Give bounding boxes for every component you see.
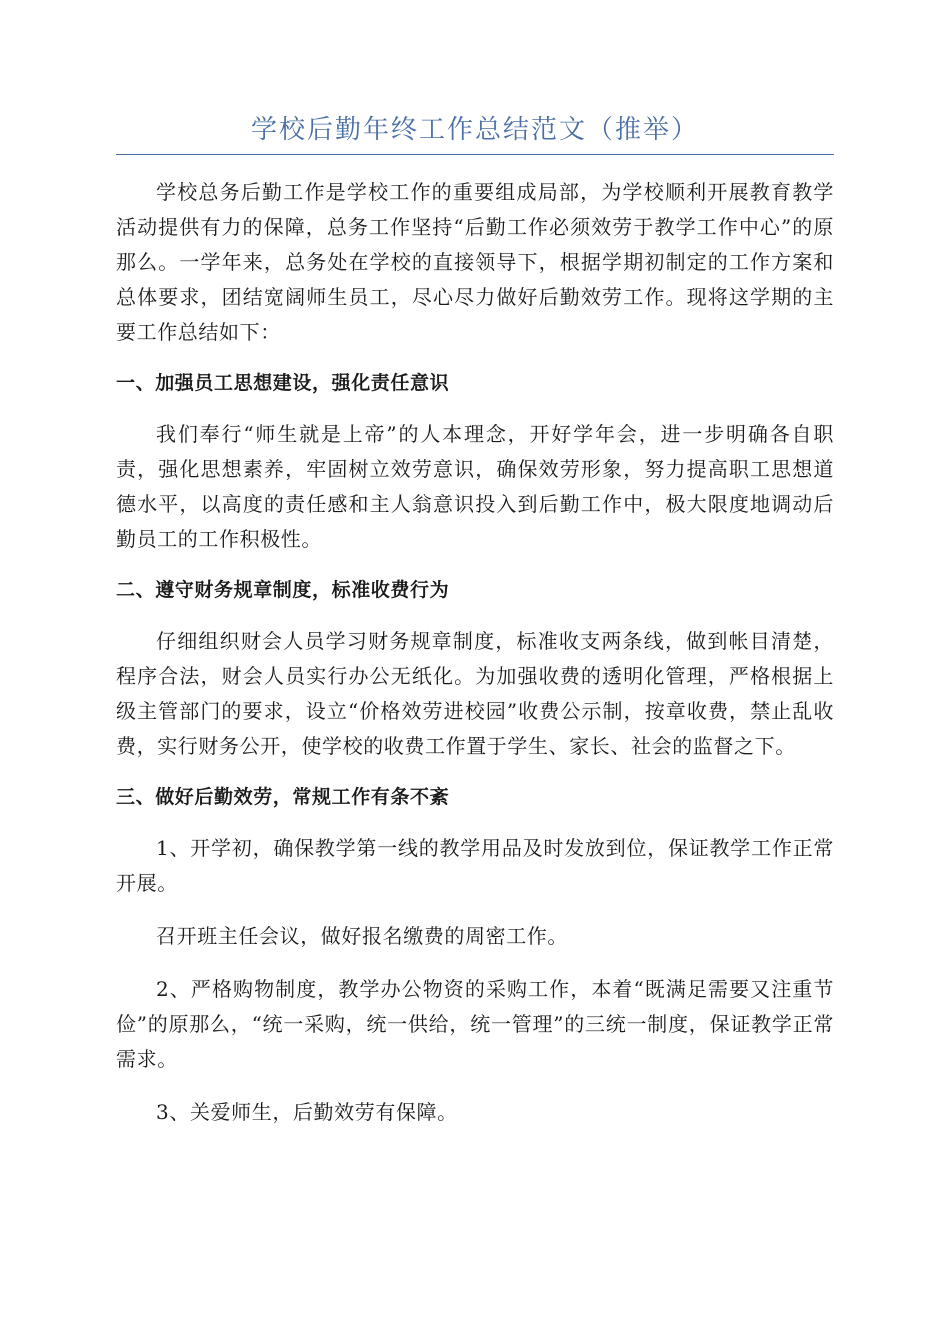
intro-paragraph: 学校总务后勤工作是学校工作的重要组成局部，为学校顺利开展教育教学活动提供有力的保障，总务工作坚持“后勤工作必须效劳于教学工作中心”的原那么。一学年来，总务处在学校的直接领导下，根据学期初制定的工作方案和总体要求，团结宽阔师生员工，尽心尽力做好后勤效劳工作。现将这学期的主要工作总结如下： [116, 180, 834, 344]
section-3-item-1: 1、开学初，确保教学第一线的教学用品及时发放到位，保证教学工作正常开展。 [116, 836, 834, 895]
section-3-item-2: 2、严格购物制度，教学办公物资的采购工作，本着“既满足需要又注重节俭”的原那么，“统一采购，统一供给，统一管理”的三统一制度，保证教学正常需求。 [116, 977, 834, 1071]
section-3-item-1b: 召开班主任会议，做好报名缴费的周密工作。 [156, 924, 568, 948]
section-2-heading: 二、遵守财务规章制度，标准收费行为 [116, 579, 450, 601]
document-title: 学校后勤年终工作总结范文（推举） [250, 115, 699, 145]
section-1-heading: 一、加强员工思想建设，强化责任意识 [116, 372, 450, 394]
document-page [116, 100, 834, 1148]
title-underline [116, 154, 834, 155]
section-3-heading: 三、做好后勤效劳，常规工作有条不紊 [116, 786, 450, 808]
section-2-body: 仔细组织财会人员学习财务规章制度，标准收支两条线，做到帐目清楚，程序合法，财会人员实行办公无纸化。为加强收费的透明化管理，严格根据上级主管部门的要求，设立“价格效劳进校园”收费公示制，按章收费，禁止乱收费，实行财务公开，使学校的收费工作置于学生、家长、社会的监督之下。 [116, 629, 834, 758]
section-1-body: 我们奉行“师生就是上帝”的人本理念，开好学年会，进一步明确各自职责，强化思想素养，牢固树立效劳意识，确保效劳形象，努力提高职工思想道德水平，以高度的责任感和主人翁意识投入到后勤工作中，极大限度地调动后勤员工的工作积极性。 [116, 422, 834, 551]
section-3-item-3: 3、关爱师生，后勤效劳有保障。 [156, 1100, 458, 1124]
